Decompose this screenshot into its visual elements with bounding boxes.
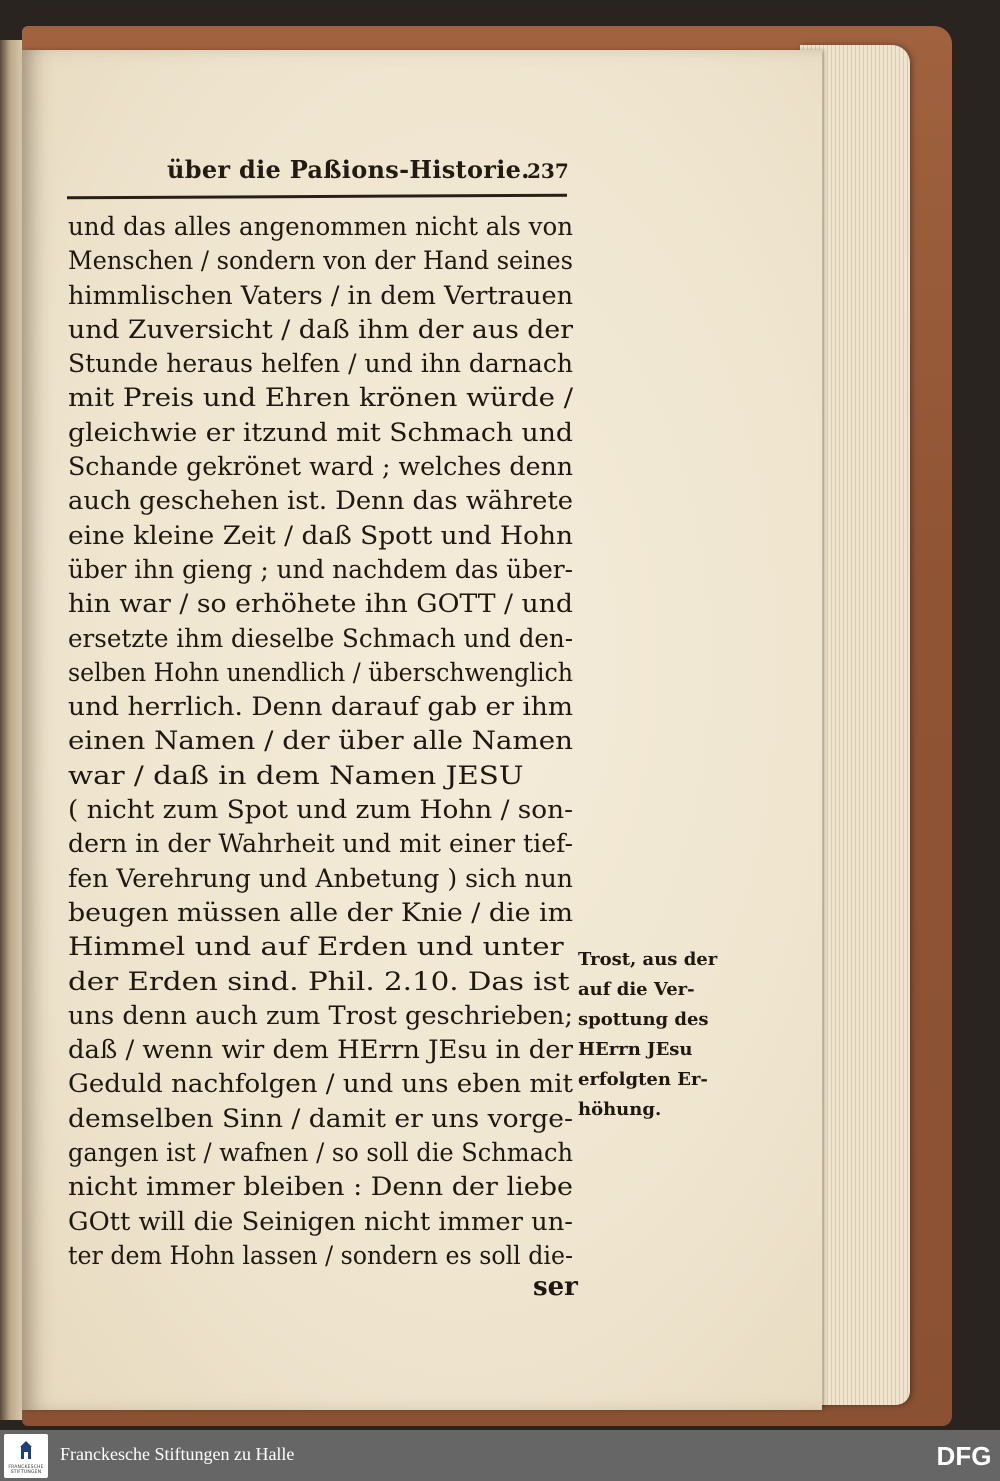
text-line: ersetzte ihm dieselbe Schmach und den- [68, 623, 573, 654]
dfg-logo-text: DFG [936, 1441, 992, 1471]
margin-note-line: höhung. [578, 1099, 662, 1120]
text-line: nicht immer bleiben : Denn der liebe [68, 1172, 573, 1203]
text-line: gangen ist / wafnen / so soll die Schmach [68, 1138, 573, 1169]
text-line: himmlischen Vaters / in dem Vertrauen [68, 280, 573, 311]
left-page-edge [0, 40, 22, 1420]
text-line: selben Hohn unendlich / überschwenglich [68, 657, 573, 688]
margin-note [578, 945, 738, 1125]
text-line: hin war / so erhöhete ihn GOTT / und [68, 589, 573, 620]
text-line: uns denn auch zum Trost geschrieben; [68, 1000, 573, 1031]
running-title: über die Paßions-Historie. [167, 155, 530, 184]
text-line: war / daß in dem Namen JESU [68, 760, 524, 791]
text-line: ter dem Hohn lassen / sondern es soll die- [68, 1240, 573, 1271]
text-line: gleichwie er itzund mit Schmach und [68, 417, 573, 448]
text-line: dern in der Wahrheit und mit einer tief- [68, 829, 573, 860]
margin-note-line: spottung des [578, 1009, 709, 1030]
text-line: ( nicht zum Spot und zum Hohn / son- [68, 795, 573, 826]
logo-text: FRANCKESCHE STIFTUNGEN [8, 1465, 44, 1475]
text-line: und das alles angenommen nicht als von [68, 212, 573, 242]
francke-logo [4, 1434, 48, 1478]
running-head [167, 155, 627, 189]
building-icon [19, 1440, 33, 1460]
text-line: beugen müssen alle der Knie / die im [68, 897, 573, 928]
text-line: der Erden sind. Phil. 2.10. Das ist [68, 966, 570, 997]
text-line: demselben Sinn / damit er uns vorge- [68, 1103, 573, 1134]
text-line: GOtt will die Seinigen nicht immer un- [68, 1206, 573, 1237]
page-number: 237 [527, 159, 569, 183]
text-line: und Zuversicht / daß ihm der aus der [68, 314, 573, 345]
dfg-logo [936, 1440, 992, 1472]
catchword: ser [533, 1272, 578, 1302]
body-text [68, 210, 573, 1273]
margin-note-line: auf die Ver- [578, 979, 695, 1000]
text-line: fen Verehrung und Anbetung ) sich nun [68, 863, 573, 894]
text-line: daß / wenn wir dem HErrn JEsu in der [68, 1035, 573, 1066]
text-line: Menschen / sondern von der Hand seines [68, 246, 573, 277]
text-line: Geduld nachfolgen / und uns eben mit [68, 1069, 573, 1100]
text-line: Himmel und auf Erden und unter [68, 932, 564, 963]
text-line: einen Namen / der über alle Namen [68, 726, 573, 757]
text-line: auch geschehen ist. Denn das währete [68, 486, 573, 517]
text-line: und herrlich. Denn darauf gab er ihm [68, 692, 573, 723]
margin-note-line: HErrn JEsu [578, 1039, 693, 1060]
margin-note-line: erfolgten Er- [578, 1069, 708, 1090]
header-rule [67, 194, 567, 200]
text-line: mit Preis und Ehren krönen würde / [68, 383, 573, 414]
text-line: Schande gekrönet ward ; welches denn [68, 452, 573, 483]
institution-name: Franckesche Stiftungen zu Halle [60, 1444, 295, 1464]
book-page [22, 50, 822, 1410]
footer-bar [0, 1430, 1000, 1481]
text-line: eine kleine Zeit / daß Spott und Hohn [68, 520, 573, 551]
text-line: über ihn gieng ; und nachdem das über- [68, 554, 573, 585]
text-line: Stunde heraus helfen / und ihn darnach [68, 349, 573, 380]
margin-note-line: Trost, aus der [578, 949, 718, 970]
